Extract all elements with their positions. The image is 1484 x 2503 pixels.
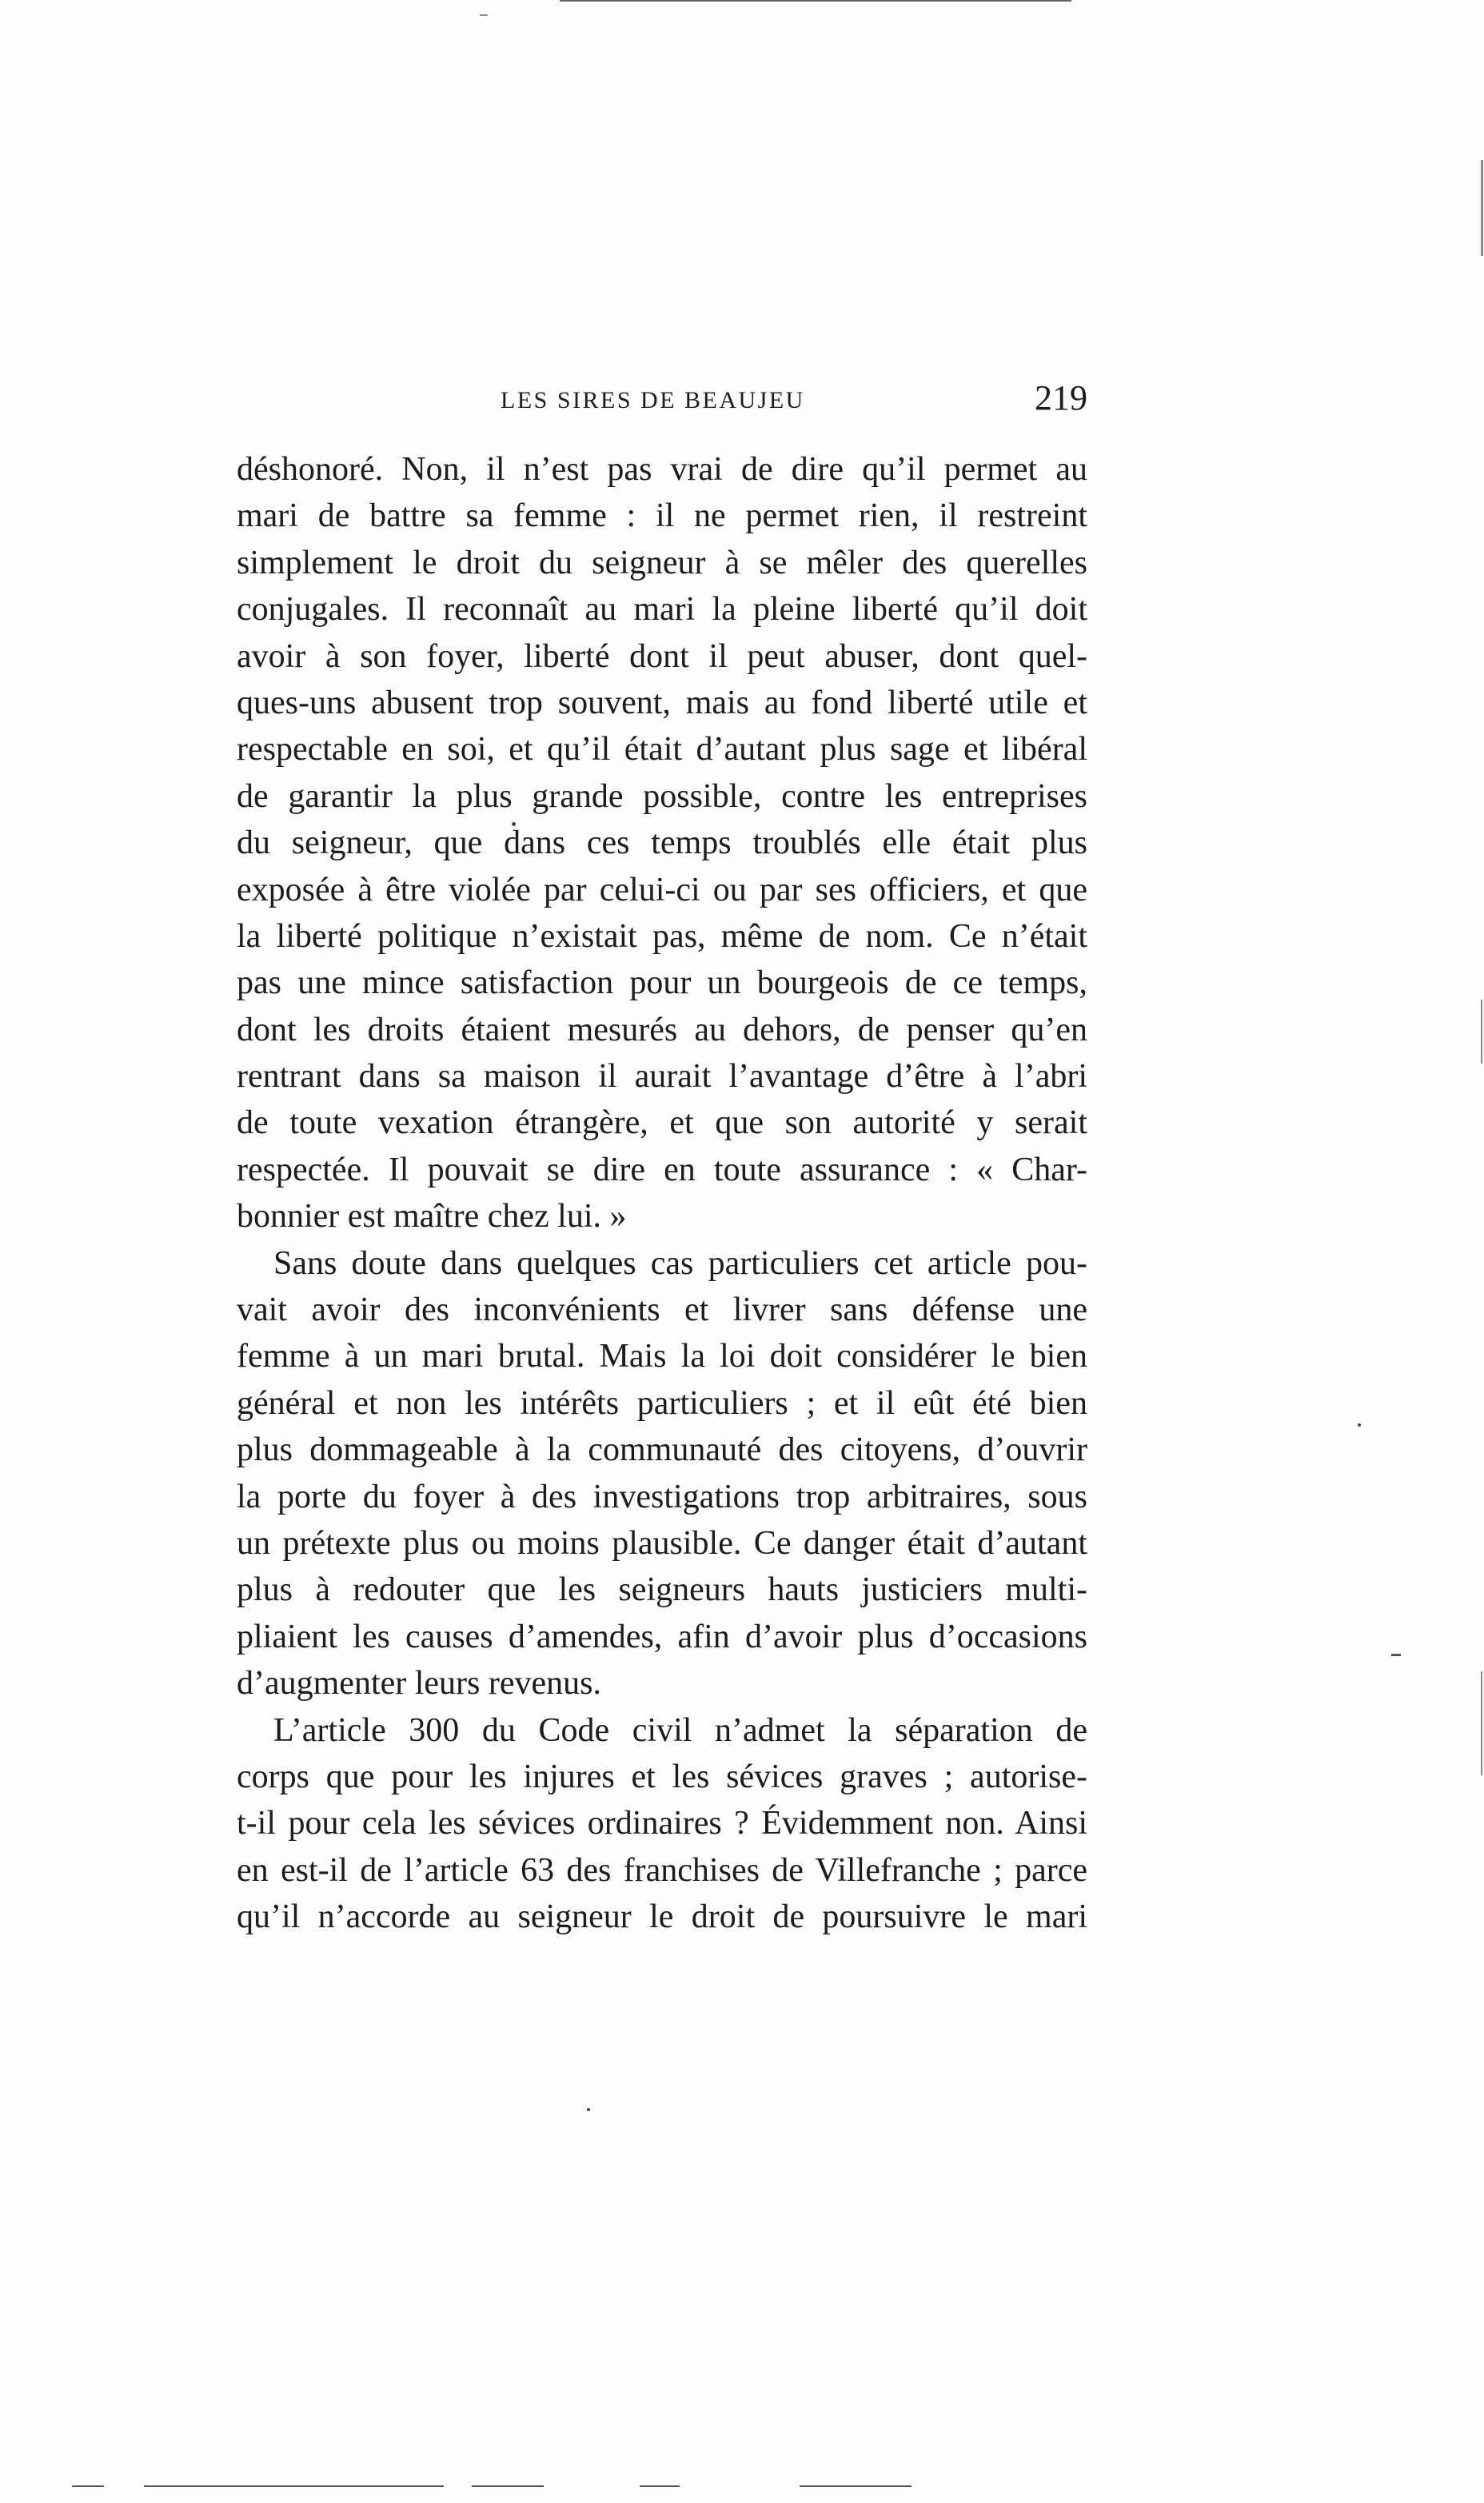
text-line: femme à un mari brutal. Mais la loi doit considérer le bien: [237, 1338, 1087, 1375]
text-line: respectable en soi, et qu’il était d’autant plus sage et libéral: [237, 731, 1087, 768]
running-header: [237, 374, 1087, 422]
text-line: vait avoir des inconvénients et livrer sans défense une: [237, 1291, 1087, 1329]
text-line: corps que pour les injures et les sévices graves ; autorise-: [237, 1758, 1087, 1795]
text-line: la liberté politique n’existait pas, même de nom. Ce n’était: [237, 917, 1087, 955]
bottom-scan-edge: [72, 2485, 104, 2487]
text-line: dont les droits étaient mesurés au dehors, de penser qu’en: [237, 1011, 1087, 1048]
text-line: mari de battre sa femme : il ne permet rien, il restreint: [237, 497, 1087, 535]
margin-mark: [1391, 1654, 1401, 1656]
text-line: qu’il n’accorde au seigneur le droit de poursuivre le mari: [237, 1898, 1087, 1936]
text-line: t-il pour cela les sévices ordinaires ? Évidemment non. Ainsi: [237, 1805, 1087, 1842]
text-line: la porte du foyer à des investigations trop arbitraires, sous: [237, 1478, 1087, 1515]
text-line: déshonoré. Non, il n’est pas vrai de dire qu’il permet au: [237, 451, 1087, 488]
right-scan-edge: [1481, 1671, 1482, 1775]
bottom-scan-edge: [472, 2485, 544, 2487]
text-line: du seigneur, que dans ces temps troublés elle était plus: [237, 824, 1087, 862]
ink-speck: [1358, 1423, 1361, 1427]
paragraph-end-line: bonnier est maître chez lui. »: [237, 1198, 627, 1236]
text-line: exposée à être violée par celui-ci ou par ses officiers, et que: [237, 871, 1087, 908]
bottom-scan-edge: [144, 2485, 360, 2487]
bottom-scan-edge: [800, 2485, 912, 2487]
text-line: en est-il de l’article 63 des franchises de Villefranche ; parce: [237, 1851, 1087, 1889]
text-line: simplement le droit du seigneur à se mêler des querelles: [237, 544, 1087, 581]
text-line: conjugales. Il reconnaît au mari la pleine liberté qu’il doit: [237, 591, 1087, 629]
text-line: avoir à son foyer, liberté dont il peut abuser, dont quel-: [237, 637, 1087, 675]
text-line: général et non les intérêts particuliers ; et il eût été bien: [237, 1384, 1087, 1422]
right-scan-edge: [1481, 160, 1483, 256]
text-line: respectée. Il pouvait se dire en toute assurance : « Char-: [237, 1151, 1087, 1188]
page-number: 219: [1035, 378, 1087, 417]
paragraph-end-line: d’augmenter leurs revenus.: [237, 1665, 601, 1703]
text-line: pliaient les causes d’amendes, afin d’avoir plus d’occasions: [237, 1618, 1087, 1655]
paragraph-start-line: Sans doute dans quelques cas particuliers cet article pou-: [273, 1244, 1087, 1282]
body-text: [237, 446, 1087, 1941]
text-line: ques-uns abusent trop souvent, mais au fond liberté utile et: [237, 684, 1087, 721]
text-line: plus dommageable à la communauté des citoyens, d’ouvrir: [237, 1431, 1087, 1469]
text-line: de toute vexation étrangère, et que son autorité y serait: [237, 1104, 1087, 1142]
top-scan-edge: [560, 0, 1071, 2]
text-line: pas une mince satisfaction pour un bourgeois de ce temps,: [237, 964, 1087, 1002]
ink-speck: [587, 2108, 590, 2111]
text-line: de garantir la plus grande possible, contre les entreprises: [237, 777, 1087, 815]
top-scan-edge-fragment: [480, 14, 488, 16]
running-title: LES SIRES DE BEAUJEU: [501, 387, 805, 413]
right-scan-edge: [1481, 1000, 1482, 1064]
bottom-scan-edge: [356, 2485, 444, 2487]
bottom-scan-edge: [640, 2485, 680, 2487]
text-line: plus à redouter que les seigneurs hauts justiciers multi-: [237, 1571, 1087, 1609]
text-line: rentrant dans sa maison il aurait l’avantage d’être à l’abri: [237, 1058, 1087, 1096]
text-line: un prétexte plus ou moins plausible. Ce danger était d’autant: [237, 1524, 1087, 1562]
paragraph-start-line: L’article 300 du Code civil n’admet la séparation de: [273, 1711, 1087, 1749]
